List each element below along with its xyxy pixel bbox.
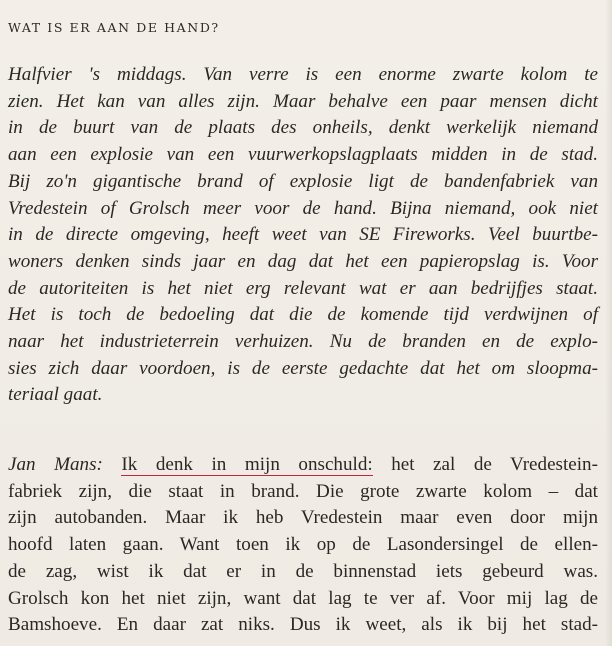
text-line: teriaal gaat. xyxy=(8,384,103,406)
text-line: naar het industrieterrein verhuizen. Nu de branden en de explo- xyxy=(8,331,598,353)
text-line: Bamshoeve. En daar zat niks. Dus ik weet, als ik bij het stad- xyxy=(8,614,598,636)
text-line: fabriek zijn, die staat in brand. Die grote zwarte kolom – dat xyxy=(8,480,598,502)
text-line: in de buurt van de plaats des onheils, denkt werkelijk niemand xyxy=(8,117,598,139)
text-line: Halfvier 's middags. Van verre is een enorme zwarte kolom te xyxy=(8,64,598,85)
section-heading: WAT IS ER AAN DE HAND? xyxy=(8,20,220,35)
text-line: Grolsch kon het niet zijn, want dat lag te ver af. Voor mij lag de xyxy=(8,587,598,609)
text-line: woners denken sinds jaar en dag dat het een papieropslag is. Voor xyxy=(8,250,598,272)
text-line-first xyxy=(8,452,598,479)
text-line: Vredestein of Grolsch meer voor de hand. Bijna niemand, ook niet xyxy=(8,197,598,219)
line-rest: het zal de Vredestein- xyxy=(372,454,598,475)
page-edge-shadow xyxy=(605,0,612,646)
narrative-paragraph xyxy=(8,62,598,409)
text-line: hoofd laten gaan. Want toen ik op de Lasondersingel de ellen- xyxy=(8,534,598,556)
text-line: de autoriteiten is het niet erg relevant wat er aan bedrijfjes staat. xyxy=(8,277,598,299)
speaker-name: Jan Mans: xyxy=(8,454,103,475)
quote-paragraph xyxy=(8,452,598,639)
text-line: Het is toch de bedoeling dat die de komende tijd verdwijnen of xyxy=(8,304,598,326)
underlined-quote: Ik denk in mijn onschuld: xyxy=(121,454,373,475)
text-line: aan een explosie van een vuurwerkopslagplaats midden in de stad. xyxy=(8,144,598,166)
text-line: Bij zo'n gigantische brand of explosie ligt de bandenfabriek van xyxy=(8,170,598,192)
text-line: de zag, wist ik dat er in de binnenstad iets gebeurd was. xyxy=(8,560,598,582)
text-line: in de directe omgeving, heeft weet van SE Fireworks. Veel buurtbe- xyxy=(8,224,598,246)
text-line: zien. Het kan van alles zijn. Maar behalve een paar mensen dicht xyxy=(8,90,598,112)
text-line: zijn autobanden. Maar ik heb Vredestein maar even door mijn xyxy=(8,507,598,529)
text-line: sies zich daar voordoen, is de eerste gedachte dat het om sloopma- xyxy=(8,357,598,379)
